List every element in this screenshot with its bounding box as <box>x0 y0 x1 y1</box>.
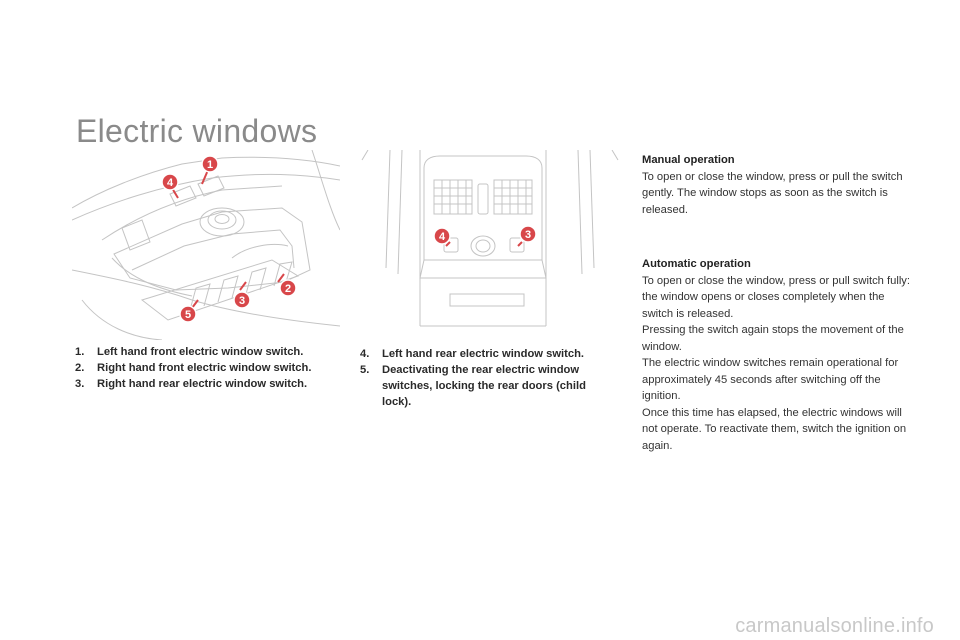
legend-left <box>75 344 340 392</box>
automatic-operation-text-3: The electric window switches remain operational for approximately 45 seconds after switching off the ignition. <box>642 357 899 402</box>
page-title: Electric windows <box>76 113 318 150</box>
svg-text:2: 2 <box>284 283 292 295</box>
watermark: carmanualsonline.info <box>735 615 934 637</box>
callout-rear-4 <box>434 228 450 246</box>
rear-console-illustration <box>350 150 630 332</box>
svg-text:4: 4 <box>438 231 446 243</box>
legend-item: 1. Left hand front electric window switch. <box>75 346 304 358</box>
legend-item: 2. Right hand front electric window switch. <box>75 362 312 374</box>
legend-item: 5. Deactivating the rear electric window switches, locking the rear doors (child lock). <box>360 364 586 408</box>
legend-item: 4. Left hand rear electric window switch. <box>360 348 585 360</box>
automatic-operation-section <box>642 256 912 454</box>
automatic-operation-text-1: To open or close the window, press or pull switch fully: the window opens or closes completely when the switch is released. <box>642 274 911 320</box>
automatic-operation-heading: Automatic operation <box>642 258 751 270</box>
svg-text:1: 1 <box>206 159 214 171</box>
manual-operation-heading: Manual operation <box>642 154 735 166</box>
legend-right <box>360 346 615 410</box>
svg-text:3: 3 <box>238 295 246 307</box>
legend-item: 3. Right hand rear electric window switch. <box>75 378 308 390</box>
callout-rear-3 <box>518 226 536 246</box>
callout-5 <box>180 300 198 322</box>
automatic-operation-text-2: Pressing the switch again stops the movement of the window. <box>642 324 904 353</box>
automatic-operation-text-4: Once this time has elapsed, the electric windows will not operate. To reactivate them, switch the ignition on again. <box>642 406 907 452</box>
manual-operation-text: To open or close the window, press or pull the switch gently. The window stops as soon as the switch is released. <box>642 170 903 216</box>
front-switches-illustration <box>72 150 340 340</box>
svg-text:5: 5 <box>184 309 192 321</box>
svg-text:3: 3 <box>524 229 532 241</box>
svg-text:4: 4 <box>166 177 174 189</box>
callout-1 <box>202 156 218 184</box>
manual-operation-section <box>642 152 912 218</box>
